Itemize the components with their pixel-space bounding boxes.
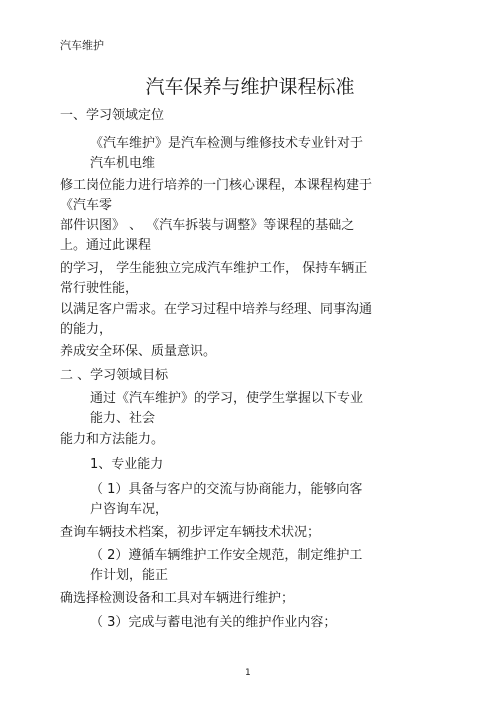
paragraph-line: （ 1）具备与客户的交流与协商能力，能够向客户咨询车况， bbox=[90, 482, 363, 517]
paragraph-line: 能力和方法能力。 bbox=[60, 432, 165, 447]
paragraph-line: 修工岗位能力进行培养的一门核心课程，本课程构建于《汽车零 bbox=[60, 178, 373, 213]
paragraph-line: 查询车辆技术档案，初步评定车辆技术状况； bbox=[60, 525, 321, 540]
paragraph-line: （ 2）遵循车辆维护工作安全规范，制定维护工作计划，能正 bbox=[90, 548, 363, 583]
subsection-heading: 1、专业能力 bbox=[90, 457, 164, 472]
paragraph-line: 的学习， 学生能独立完成汽车维护工作， 保持车辆正常行驶性能， bbox=[60, 261, 368, 296]
page-number: 1 bbox=[245, 668, 251, 678]
paragraph-line: 部件识图》 、 《汽车拆装与调整》等课程的基础之上。通过此课程 bbox=[60, 218, 355, 253]
running-header: 汽车维护 bbox=[60, 39, 104, 52]
document-title: 汽车保养与维护课程标准 bbox=[145, 76, 355, 98]
paragraph-line: 确选择检测设备和工具对车辆进行维护； bbox=[60, 591, 295, 606]
paragraph-line: 通过《汽车维护》的学习，使学生掌握以下专业能力、社会 bbox=[90, 391, 364, 426]
paragraph-line: 一、学习领域定位 bbox=[60, 108, 165, 123]
section-heading: 二 、学习领域目标 bbox=[60, 368, 169, 383]
paragraph-line: 以满足客户需求。在学习过程中培养与经理、同事沟通的能力， bbox=[60, 302, 373, 337]
paragraph-line: 养成安全环保、质量意识。 bbox=[60, 344, 217, 359]
paragraph-line: （ 3）完成与蓄电池有关的维护作业内容； bbox=[90, 615, 337, 630]
paragraph-line: 《汽车维护》是汽车检测与维修技术专业针对于汽车机电维 bbox=[90, 136, 364, 171]
